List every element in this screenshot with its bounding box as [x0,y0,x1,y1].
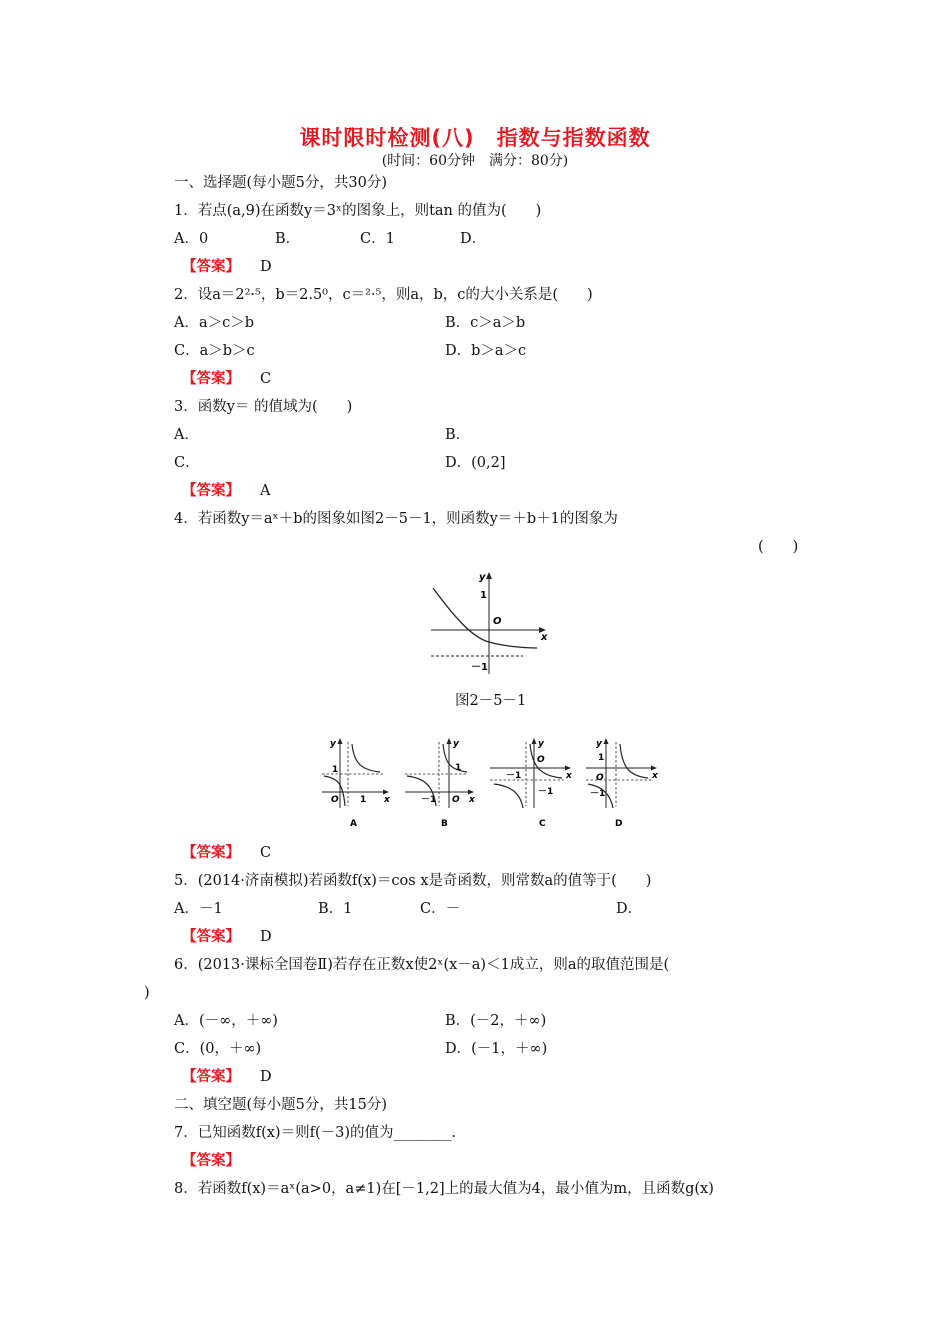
q4-answer-bracket: ( ) [758,539,799,555]
answer-label: 【答案】 [182,1069,240,1085]
answer-value: D [260,259,272,275]
svg-text:y: y [453,739,459,749]
option-figure-b [403,736,483,832]
y-label: y [479,572,486,583]
q2-option-c: C．a＞b＞c [174,343,255,359]
svg-text:1: 1 [455,763,462,773]
option-figure-c [488,736,576,832]
q5-option-b: B．1 [318,901,353,917]
answer-value: C [260,371,272,387]
figure-caption: 图2－5－1 [455,693,527,709]
page-subtitle: (时间：60分钟 满分：80分) [381,153,569,169]
q6-option-d: D．(－1，＋∞) [445,1041,548,1057]
answer-label: 【答案】 [182,929,240,945]
question-8: 8．若函数f(x)＝aˣ(a>0，a≠1)在[－1,2]上的最大值为4，最小值为m，且函数g(x) [174,1181,714,1197]
option-caption: B [441,819,448,829]
q1-option-b: B． [275,231,301,247]
q1-option-a: A．0 [174,231,209,247]
question-6: 6．(2013·课标全国卷Ⅱ)若存在正数x使2ˣ(x－a)＜1成立，则a的取值范围是( [174,957,670,973]
svg-text:x: x [384,795,390,805]
q3-option-c: C． [174,455,200,471]
x-label: x [541,632,548,643]
q3-option-b: B． [445,427,471,443]
question-5: 5．(2014·济南模拟)若函数f(x)＝cos x是奇函数，则常数a的值等于( ) [174,873,652,889]
q5-option-d: D． [616,901,643,917]
q5-option-a: A．－1 [174,901,223,917]
q1-option-d: D． [460,231,487,247]
svg-text:－1: －1 [590,789,606,799]
answer-value: A [260,483,271,499]
svg-text:y: y [538,739,544,749]
y-axis-arrow [486,572,492,579]
q2-option-b: B．c＞a＞b [445,315,526,331]
svg-text:O: O [537,755,545,765]
answer-label: 【答案】 [182,1153,240,1169]
q3-option-a: A． [174,427,199,443]
svg-text:1: 1 [360,795,367,805]
q6-option-b: B．(－2，＋∞) [445,1013,547,1029]
question-2: 2．设a＝2²·⁵，b＝2.5⁰，c＝²·⁵，则a，b，c的大小关系是( ) [174,287,593,303]
svg-text:O: O [452,795,460,805]
svg-text:y: y [330,739,336,749]
answer-label: 【答案】 [182,371,240,387]
q6-option-a: A．(－∞，＋∞) [174,1013,278,1029]
option-caption: C [539,819,546,829]
answer-label: 【答案】 [182,845,240,861]
q5-option-c: C．－ [420,901,461,917]
section-heading-1: 一、选择题(每小题5分，共30分) [174,175,387,191]
svg-text:y: y [596,739,602,749]
option-figure-d [582,736,662,832]
answer-value: D [260,929,272,945]
tick-label: 1 [480,590,487,601]
svg-text:O: O [331,795,339,805]
question-1: 1．若点(a,9)在函数y＝3ˣ的图象上，则tan 的值为( ) [174,203,542,219]
q6-option-c: C．(0，＋∞) [174,1041,262,1057]
answer-label: 【答案】 [182,259,240,275]
option-caption: D [615,819,623,829]
svg-text:x: x [469,795,475,805]
question-3: 3．函数y＝ 的值域为( ) [174,399,353,415]
question-6-cont: ) [144,985,150,1001]
origin-label: O [493,616,502,627]
question-4: 4．若函数y＝aˣ＋b的图象如图2－5－1，则函数y＝＋b＋1的图象为 [174,511,618,527]
q2-option-d: D．b＞a＞c [445,343,527,359]
svg-text:－1: －1 [538,787,554,797]
answer-label: 【答案】 [182,483,240,499]
q2-option-a: A．a＞c＞b [174,315,255,331]
svg-text:－1: －1 [421,795,437,805]
tick-label: －1 [471,662,488,673]
q3-option-d: D．(0,2] [445,455,506,471]
svg-text:1: 1 [332,765,339,775]
answer-value: C [260,845,272,861]
svg-text:x: x [652,771,658,781]
page-title: 课时限时检测(八) 指数与指数函数 [299,126,651,150]
option-figure-a [318,736,398,832]
answer-value: D [260,1069,272,1085]
section-heading-2: 二、填空题(每小题5分，共15分) [174,1097,387,1113]
svg-text:x: x [566,771,572,781]
figure-2-5-1 [425,570,555,678]
option-caption: A [350,819,357,829]
q1-option-c: C．1 [360,231,395,247]
svg-text:O: O [596,773,604,783]
svg-text:1: 1 [598,753,605,763]
svg-text:－1: －1 [506,771,522,781]
question-7: 7．已知函数f(x)＝则f(－3)的值为________. [174,1125,457,1141]
